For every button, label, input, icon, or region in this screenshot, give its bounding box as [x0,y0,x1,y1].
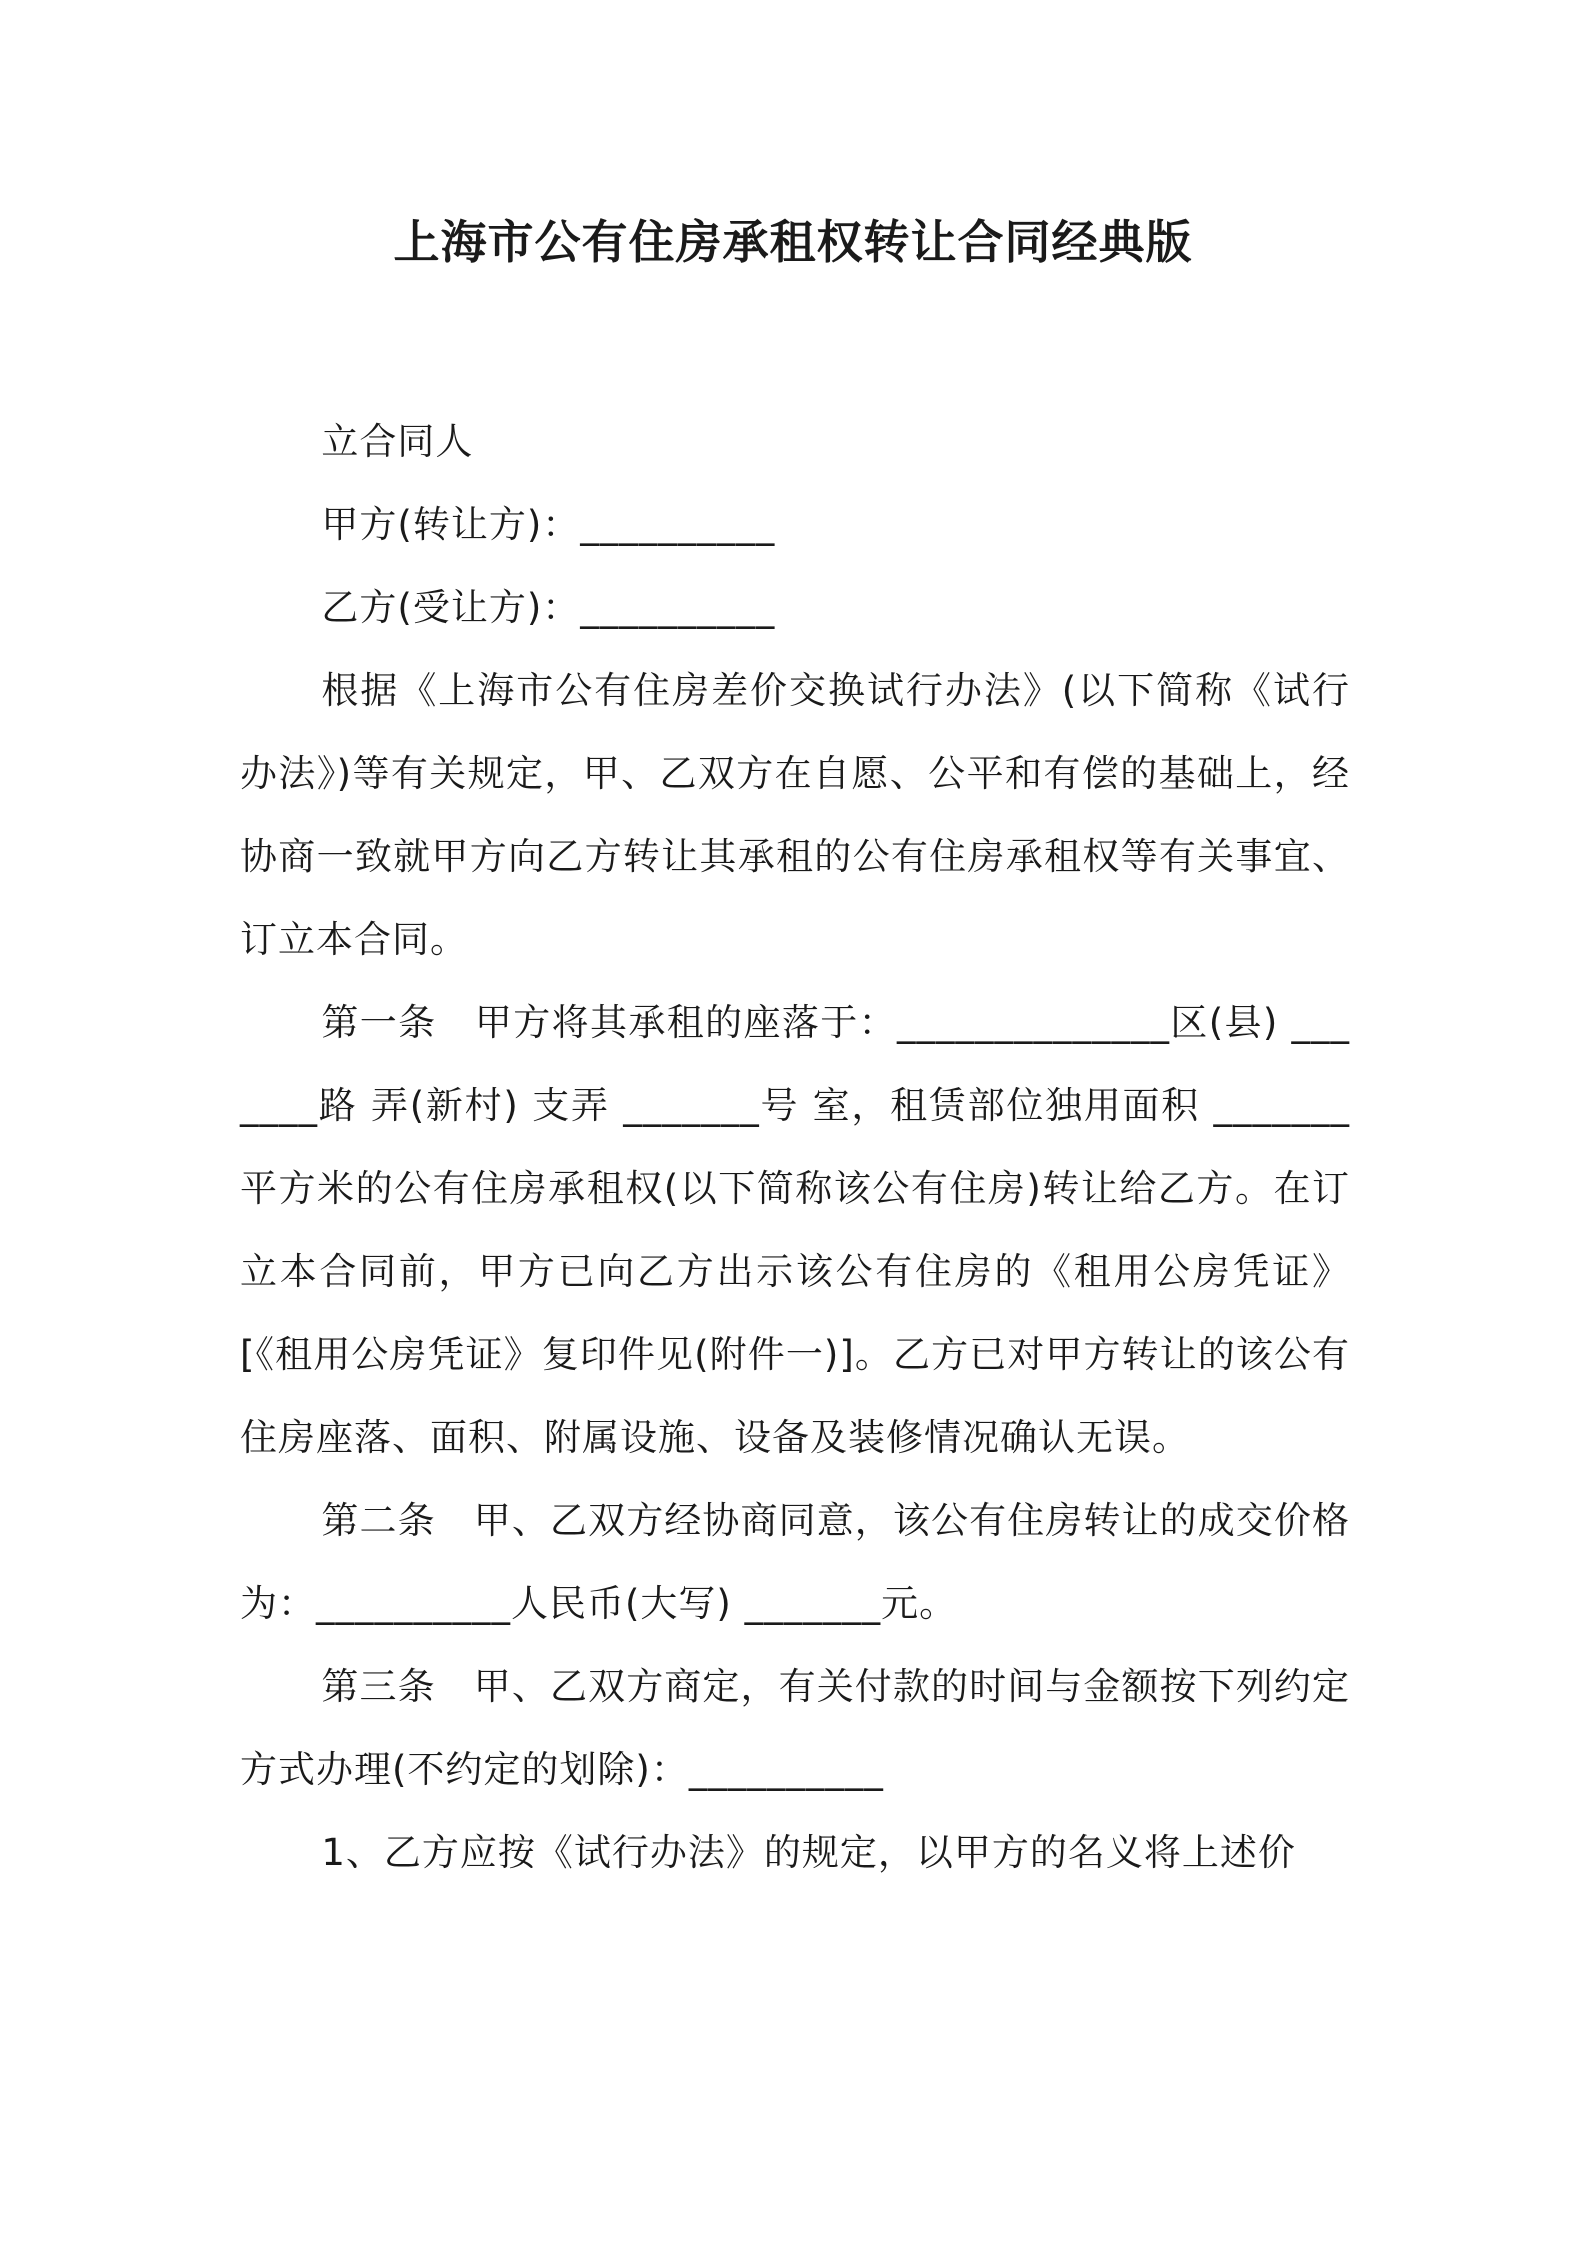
article-1-paragraph: 第一条 甲方将其承租的座落于：______________区(县) _______路 弄(新村) 支弄 _______号 室，租赁部位独用面积 _______平方米的公有住房承租权(以下简称该公有住房)转让给乙方。在订立本合同前，甲方已向乙方出示该公有住房的《租用公房凭证》[《租用公房凭证》复印件见(附件一)]。乙方已对甲方转让的该公有住房座落、面积、附属设施、设备及装修情况确认无误。 [240,1001,1350,1459]
preamble-paragraph: 根据《上海市公有住房差价交换试行办法》(以下简称《试行办法》)等有关规定，甲、乙双方在自愿、公平和有偿的基础上，经协商一致就甲方向乙方转让其承租的公有住房承租权等有关事宜、订立本合同。 [240,669,1350,961]
article-2-paragraph: 第二条 甲、乙双方经协商同意，该公有住房转让的成交价格为：__________人民币(大写) _______元。 [240,1499,1350,1625]
party-a-line: 甲方(转让方)：__________ [321,503,776,546]
parties-heading: 立合同人 [321,420,474,463]
document-body [240,400,1350,1894]
clause-1-paragraph: 1、乙方应按《试行办法》的规定，以甲方的名义将上述价 [321,1831,1296,1874]
article-3-paragraph: 第三条 甲、乙双方商定，有关付款的时间与金额按下列约定方式办理(不约定的划除)：__________ [240,1665,1350,1791]
document-title: 上海市公有住房承租权转让合同经典版 [393,215,1193,269]
party-b-line: 乙方(受让方)：__________ [321,586,776,629]
